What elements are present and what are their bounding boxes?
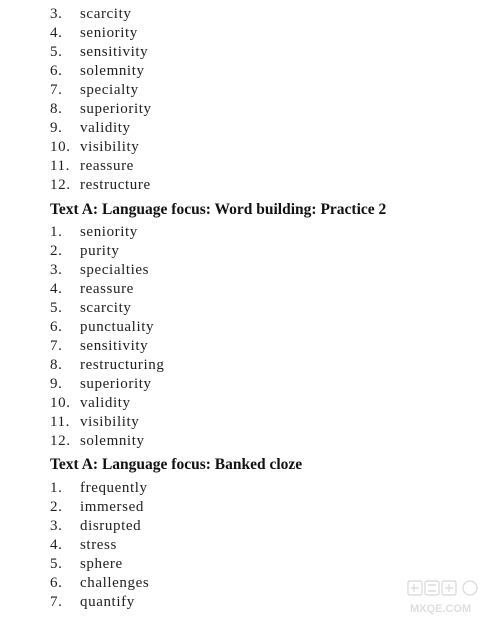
item-number: 4. [50, 537, 63, 553]
item-number: 6. [50, 575, 63, 591]
item-number: 6. [50, 63, 63, 79]
list-item [0, 479, 500, 498]
list-item [0, 356, 500, 375]
section-heading-word-building-practice-2: Text A: Language focus: Word building: Practice 2 [50, 201, 387, 218]
list-item [0, 318, 500, 337]
item-answer: validity [80, 395, 131, 411]
item-answer: seniority [80, 25, 138, 41]
list-item [0, 43, 500, 62]
item-answer: stress [80, 537, 117, 553]
item-answer: sensitivity [80, 44, 149, 60]
list-item [0, 413, 500, 432]
item-answer: visibility [80, 139, 140, 155]
list-item [0, 555, 500, 574]
item-number: 12. [50, 177, 71, 193]
item-answer: restructure [80, 177, 151, 193]
item-number: 3. [50, 6, 63, 22]
item-number: 12. [50, 433, 71, 449]
item-answer: restructuring [80, 357, 165, 373]
list-item [0, 100, 500, 119]
item-number: 7. [50, 82, 63, 98]
item-number: 5. [50, 300, 63, 316]
item-answer: solemnity [80, 433, 145, 449]
list-item [0, 536, 500, 555]
list-item [0, 24, 500, 43]
item-answer: sphere [80, 556, 123, 572]
item-number: 5. [50, 556, 63, 572]
item-number: 9. [50, 120, 63, 136]
item-number: 8. [50, 357, 63, 373]
list-item [0, 242, 500, 261]
section-heading-banked-cloze: Text A: Language focus: Banked cloze [50, 456, 303, 473]
item-answer: quantify [80, 594, 135, 610]
answer-list-word-building-1 [0, 5, 500, 195]
item-number: 11. [50, 158, 70, 174]
item-number: 4. [50, 281, 63, 297]
item-number: 7. [50, 338, 63, 354]
item-answer: validity [80, 120, 131, 136]
item-answer: solemnity [80, 63, 145, 79]
list-item [0, 81, 500, 100]
item-number: 3. [50, 518, 63, 534]
list-item [0, 261, 500, 280]
item-number: 5. [50, 44, 63, 60]
item-number: 4. [50, 25, 63, 41]
answer-list-word-building-practice-2 [0, 223, 500, 451]
watermark-logo [404, 578, 496, 618]
list-item [0, 432, 500, 451]
watermark-text: MXQE.COM [410, 603, 472, 615]
list-item [0, 138, 500, 157]
list-item [0, 280, 500, 299]
item-answer: reassure [80, 158, 134, 174]
item-number: 10. [50, 395, 71, 411]
item-answer: superiority [80, 376, 152, 392]
list-item [0, 337, 500, 356]
item-answer: purity [80, 243, 120, 259]
item-answer: challenges [80, 575, 150, 591]
item-number: 7. [50, 594, 63, 610]
item-answer: reassure [80, 281, 134, 297]
item-answer: scarcity [80, 300, 132, 316]
item-answer: superiority [80, 101, 152, 117]
item-answer: disrupted [80, 518, 142, 534]
list-item [0, 299, 500, 318]
item-answer: frequently [80, 480, 148, 496]
list-item [0, 223, 500, 242]
list-item [0, 119, 500, 138]
list-item [0, 498, 500, 517]
list-item [0, 375, 500, 394]
list-item [0, 5, 500, 24]
item-answer: immersed [80, 499, 144, 515]
item-number: 8. [50, 101, 63, 117]
list-item [0, 394, 500, 413]
item-number: 9. [50, 376, 63, 392]
item-number: 3. [50, 262, 63, 278]
item-number: 6. [50, 319, 63, 335]
list-item [0, 176, 500, 195]
item-number: 2. [50, 499, 63, 515]
item-answer: sensitivity [80, 338, 149, 354]
list-item [0, 62, 500, 81]
item-number: 1. [50, 224, 63, 240]
item-answer: punctuality [80, 319, 155, 335]
item-answer: scarcity [80, 6, 132, 22]
item-answer: visibility [80, 414, 140, 430]
item-number: 2. [50, 243, 63, 259]
item-number: 11. [50, 414, 70, 430]
item-answer: specialty [80, 82, 139, 98]
item-number: 1. [50, 480, 63, 496]
item-answer: specialties [80, 262, 150, 278]
list-item [0, 157, 500, 176]
item-answer: seniority [80, 224, 138, 240]
list-item [0, 517, 500, 536]
item-number: 10. [50, 139, 71, 155]
